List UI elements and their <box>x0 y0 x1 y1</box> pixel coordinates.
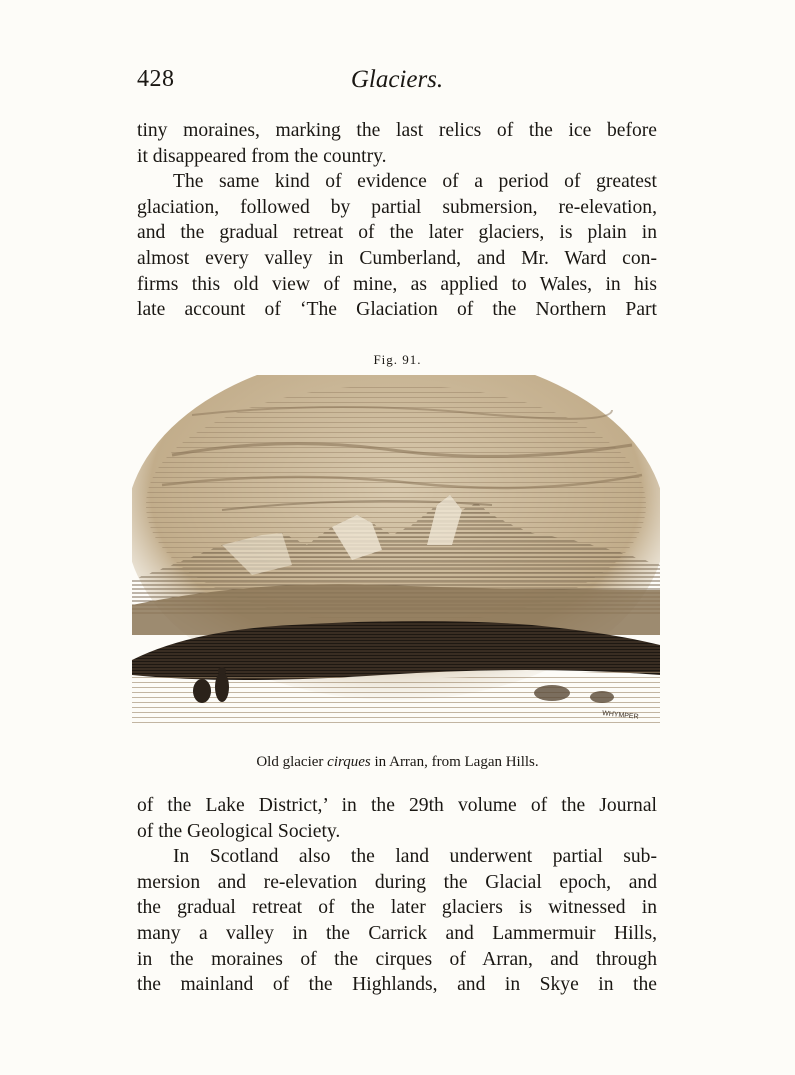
text-line: many a valley in the Carrick and Lammermuir Hills, <box>137 922 657 944</box>
text-line: it disappeared from the country. <box>137 145 387 167</box>
text-line: glaciation, followed by partial submersion, re-elevation, <box>137 196 657 218</box>
text-line: in the moraines of the cirques of Arran, and through <box>137 948 657 970</box>
text-line: of the Lake District,’ in the 29th volume of the Journal <box>137 795 657 816</box>
engraving-glacier-cirques-arran <box>132 375 660 725</box>
figure-label: Fig. 91. <box>373 352 422 367</box>
text-line: and the gradual retreat of the later glaciers, is plain in <box>137 222 657 244</box>
figure-caption <box>0 754 795 771</box>
body-text-top <box>137 118 657 323</box>
text-line: late account of ‘The Glaciation of the Northern Part <box>137 299 657 321</box>
text-line: of the Geological Society. <box>137 820 341 842</box>
caption-text-italic: cirques <box>327 754 371 770</box>
engraver-mark: WHYMPER <box>601 710 639 721</box>
page-number: 428 <box>137 66 175 92</box>
text-line: the gradual retreat of the later glaciers is witnessed in <box>137 897 657 919</box>
text-line: almost every valley in Cumberland, and Mr. Ward con- <box>137 247 657 269</box>
text-line: tiny moraines, marking the last relics of the ice before <box>137 120 657 141</box>
caption-text-after: in Arran, from Lagan Hills. <box>370 754 539 770</box>
text-line: the mainland of the Highlands, and in Skye in the <box>137 974 657 996</box>
text-line: In Scotland also the land underwent partial sub- <box>173 846 657 868</box>
text-line: firms this old view of mine, as applied to Wales, in his <box>137 273 657 295</box>
text-line: The same kind of evidence of a period of greatest <box>173 171 657 193</box>
body-text-bottom <box>137 793 657 998</box>
caption-text-before: Old glacier <box>256 754 328 770</box>
text-line: mersion and re-elevation during the Glacial epoch, and <box>137 871 657 893</box>
running-head: Glaciers. <box>350 66 444 93</box>
page-header <box>137 66 657 100</box>
